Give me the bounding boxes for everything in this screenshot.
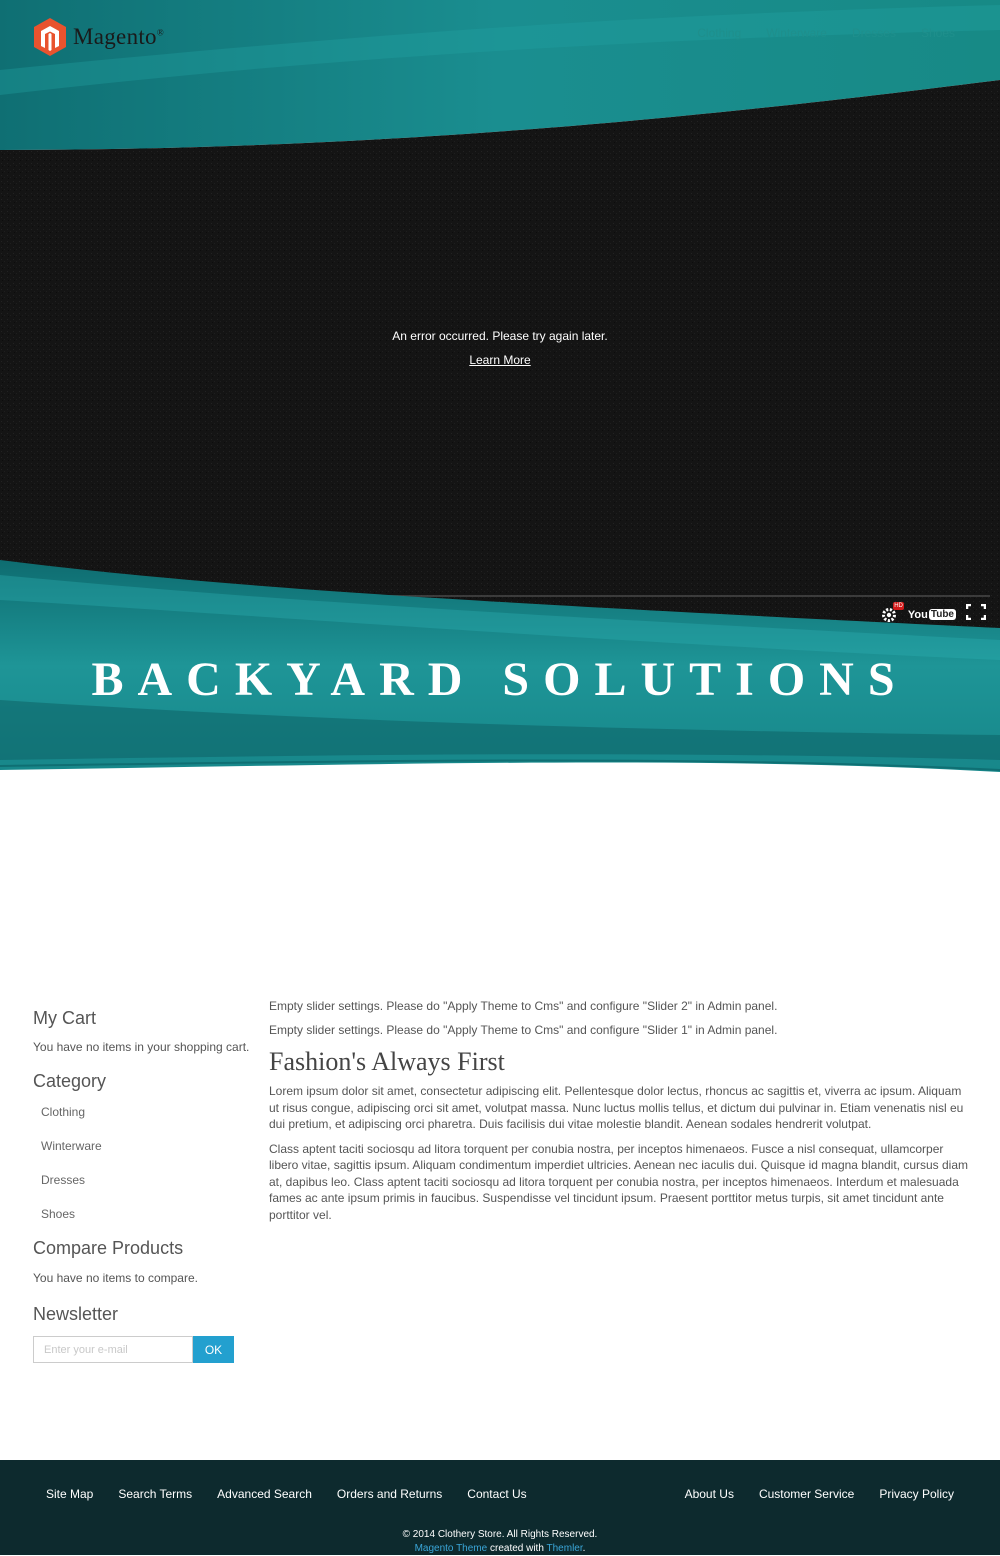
footer-link-advanced-search[interactable]: Advanced Search <box>217 1487 312 1501</box>
footer-link-customer-service[interactable]: Customer Service <box>758 1487 855 1501</box>
hd-badge: HD <box>894 602 903 609</box>
nav-shoes[interactable]: Shoes <box>920 26 955 40</box>
compare-empty-text: You have no items to compare. <box>33 1271 198 1285</box>
category-item-winterware[interactable]: Winterware <box>41 1139 102 1153</box>
category-item-dresses[interactable]: Dresses <box>41 1173 86 1187</box>
magento-logo-icon <box>33 17 67 57</box>
credit-trailing-dot: . <box>582 1543 586 1554</box>
slider-1-message: Empty slider settings. Please do "Apply Theme to Cms" and configure "Slider 1" in Admin panel. <box>269 1023 778 1037</box>
category-title: Category <box>33 1071 107 1091</box>
fullscreen-icon[interactable] <box>966 604 986 625</box>
footer-left-links <box>46 1487 552 1501</box>
themler-link[interactable]: Themler <box>546 1543 583 1554</box>
content-heading: Fashion's Always First <box>269 1047 505 1076</box>
copyright <box>0 1528 1000 1556</box>
nav-clothing[interactable]: Clothing <box>697 26 742 40</box>
footer-link-site-map[interactable]: Site Map <box>46 1487 94 1501</box>
footer-link-privacy-policy[interactable]: Privacy Policy <box>879 1487 954 1501</box>
category-item-clothing[interactable]: Clothing <box>41 1105 86 1119</box>
cart-title: My Cart <box>33 1008 96 1028</box>
cart-empty-text: You have no items in your shopping cart. <box>33 1040 250 1054</box>
video-error-message: An error occurred. Please try again later. <box>392 329 608 343</box>
newsletter-ok-button[interactable]: OK <box>193 1336 234 1363</box>
magento-logo[interactable] <box>33 17 164 57</box>
content-paragraph-1: Lorem ipsum dolor sit amet, consectetur adipiscing elit. Pellentesque dolor lectus, rhoncus ac sagittis et, viverra ac ipsum. Aliquam ut risus congue, adipiscing orci sit amet, volutpat massa. Nunc luctus mollis tellus, et dictum dui pulvinar in. Etiam venenatis nisl eu dui pretium, et adipiscing orci pharetra. Duis facilisis dui vitae molestie blandit. Aenean sodales hendrerit volutpat. <box>269 1084 964 1131</box>
top-navigation <box>672 26 955 40</box>
logo-text: Magento® <box>73 24 164 49</box>
footer-link-about-us[interactable]: About Us <box>684 1487 734 1501</box>
learn-more-link[interactable]: Learn More <box>469 353 531 367</box>
compare-title: Compare Products <box>33 1238 184 1258</box>
video-controls <box>880 604 986 625</box>
category-list <box>33 1098 258 1234</box>
youtube-logo-icon[interactable]: You Tube <box>907 608 954 621</box>
footer <box>0 1460 1000 1555</box>
copyright-text: © 2014 Clothery Store. All Rights Reserved. <box>402 1529 598 1540</box>
theme-credit <box>0 1542 1000 1556</box>
created-with-text: created with <box>489 1543 544 1554</box>
settings-gear-icon[interactable] <box>880 602 903 624</box>
footer-right-links <box>660 1487 954 1501</box>
sidebar <box>33 1005 258 1363</box>
footer-link-search-terms[interactable]: Search Terms <box>118 1487 193 1501</box>
main-content <box>269 999 969 1231</box>
nav-winterware[interactable]: Winterware <box>766 26 827 40</box>
newsletter-form <box>33 1336 258 1363</box>
newsletter-email-input[interactable] <box>33 1336 193 1363</box>
content-paragraph-2: Class aptent taciti sociosqu ad litora torquent per conubia nostra, per inceptos himenaeos. Fusce a nisl consequat, ullamcorper libero vitae, sagittis ipsum. Aliquam condimentum imperdiet ultricies. Aenean nec iaculis dui. Quisque id magna blandit, cursus diam at, dapibus leo. Class aptent taciti sociosqu ad litora torquent per conubia nostra, per inceptos himenaeos. Interdum et malesuada fames ac ante ipsum primis in faucibus. Suspendisse vel tincidunt ipsum. Praesent porttitor metus turpis, sit amet tincidunt ante porttitor vel. <box>269 1141 969 1222</box>
newsletter-title: Newsletter <box>33 1304 119 1324</box>
nav-dresses[interactable]: Dresses <box>851 26 896 40</box>
footer-link-orders-returns[interactable]: Orders and Returns <box>336 1487 443 1501</box>
slider-2-message: Empty slider settings. Please do "Apply Theme to Cms" and configure "Slider 2" in Admin panel. <box>269 999 778 1013</box>
category-item-shoes[interactable]: Shoes <box>41 1207 76 1221</box>
hero-headline: BACKYARD SOLUTIONS <box>91 653 909 706</box>
footer-link-contact-us[interactable]: Contact Us <box>467 1487 527 1501</box>
magento-theme-link[interactable]: Magento Theme <box>414 1543 488 1554</box>
